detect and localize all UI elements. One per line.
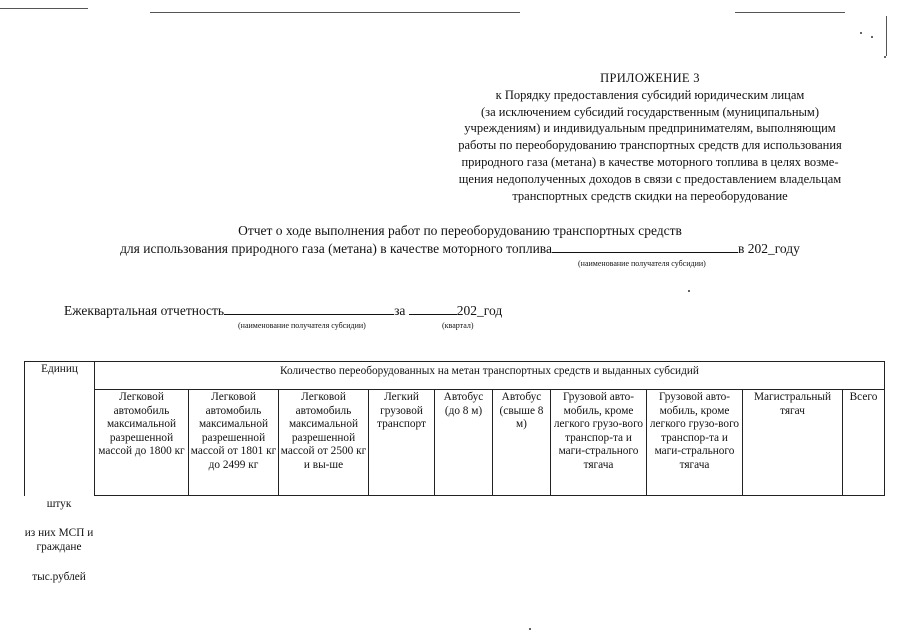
column-header: Грузовой авто-мобиль, кроме легкого грузо-вого транспор-та и маги-стрального тягача [551,390,647,496]
recipient-caption: (наименование получателя субсидии) [578,259,706,268]
appendix-line: к Порядку предоставления субсидий юридическим лицам [495,87,805,102]
appendix-line: работы по переоборудованию транспортных средств для использования [458,138,842,153]
column-header: Легковой автомобиль максимальной разрешенной массой до 1800 кг [95,390,189,496]
appendix-line: (за исключением субсидий государственным (муниципальным) [480,104,820,119]
report-title-line2 [60,240,860,258]
group-header: Количество переоборудованных на метан транспортных средств и выданных субсидий [95,362,885,390]
row-label: тыс.рублей [32,571,86,583]
report-title-line1: Отчет о ходе выполнения работ по переоборудованию транспортных средств [238,223,682,238]
recipient-blank[interactable] [552,252,738,253]
appendix-line: транспортных средств скидки на переоборудование [512,188,788,203]
scan-speck [529,628,531,630]
quarterly-za: за [394,303,406,318]
quarterly-recipient-caption: (наименование получателя субсидии) [238,321,366,330]
column-header: Всего [843,390,885,496]
quarter-caption: (квартал) [442,321,474,330]
appendix-line: природного газа (метана) в качестве моторного топлива в целях возме- [461,154,839,169]
column-header: Легковой автомобиль максимальной разрешенной массой от 2500 кг и вы-ше [279,390,369,496]
report-table [24,361,885,496]
scan-artifact-line [0,8,88,9]
unit-header: Единиц [25,362,95,496]
column-header: Легковой автомобиль максимальной разрешенной массой от 1801 кг до 2499 кг [189,390,279,496]
scan-speck [871,36,873,38]
scan-artifact-line [735,12,845,13]
row-label: штук [46,498,72,510]
column-header: Легкий грузовой транспорт [369,390,435,496]
report-title-line2-text: для использования природного газа (метана) в качестве моторного топлива [120,241,552,256]
scan-speck [688,290,690,292]
column-header: Автобус (до 8 м) [435,390,493,496]
quarter-blank[interactable] [409,314,457,315]
report-title [60,222,860,258]
appendix-line: щения недополученных доходов в связи с предоставлением владельцам [458,171,842,186]
appendix-line: учреждениям) и индивидуальным предпринимателям, выполняющим [464,121,836,136]
quarterly-year: 202_год [456,303,503,318]
quarterly-recipient-blank[interactable] [224,314,394,315]
scan-speck [860,32,862,34]
quarterly-line [64,303,502,319]
report-year: в 202_году [737,241,800,256]
scan-artifact-line [886,16,887,56]
appendix-title: ПРИЛОЖЕНИЕ 3 [600,71,700,85]
appendix-header [400,70,900,204]
quarterly-label: Ежеквартальная отчетность [64,303,225,318]
column-header: Автобус (свыше 8 м) [493,390,551,496]
column-header: Магистральный тягач [743,390,843,496]
scan-speck [884,56,886,58]
row-label: из них МСП и граждане [24,527,94,553]
scan-artifact-line [150,12,520,13]
column-header: Грузовой авто-мобиль, кроме легкого грузо-вого транспор-та и маги-стрального тягача [647,390,743,496]
